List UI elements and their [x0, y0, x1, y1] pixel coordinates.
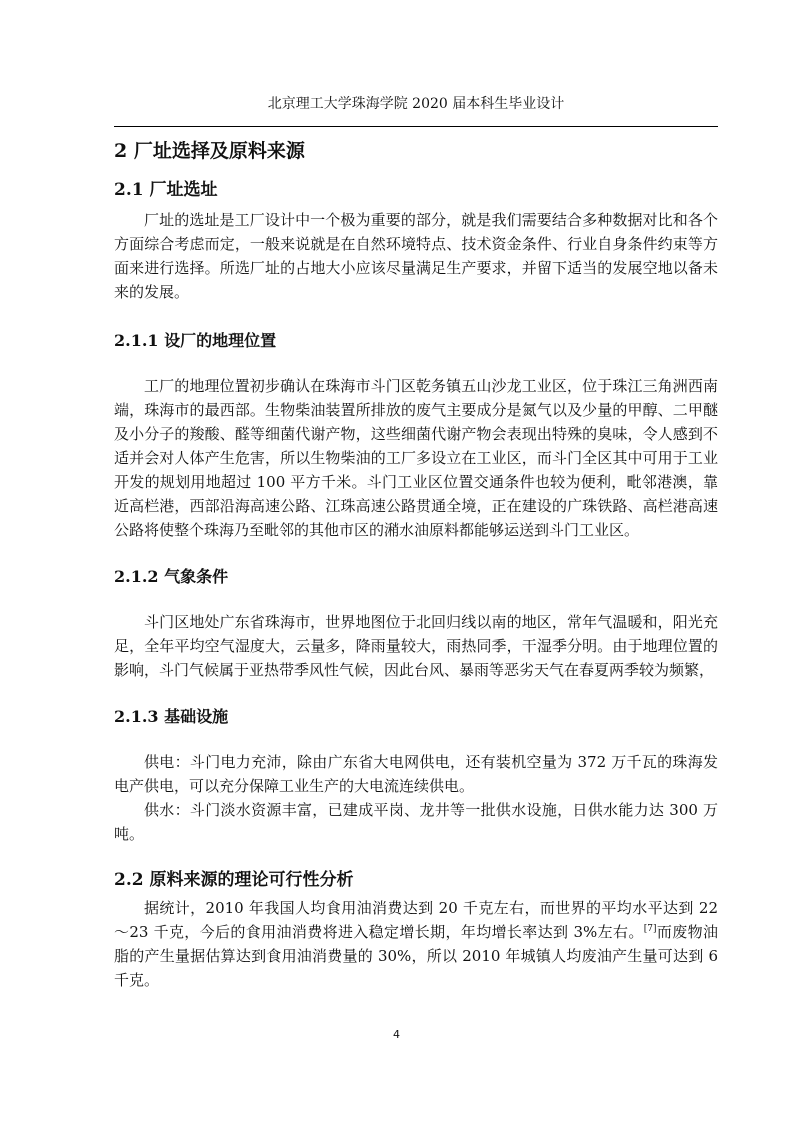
- page-header: 北京理工大学珠海学院 2020 届本科生毕业设计: [267, 96, 565, 112]
- section-heading-2-1: 2.1 厂址选址: [114, 180, 218, 200]
- paragraph-water-supply: 供水：斗门淡水资源丰富，已建成平岗、龙井等一批供水设施，日供水能力达 300 万吨。: [114, 801, 718, 843]
- subsection-heading-2-1-3: 2.1.3 基础设施: [114, 707, 229, 726]
- page-number: 4: [393, 1028, 400, 1041]
- paragraph-climate: 斗门区地处广东省珠海市，世界地图位于北回归线以南的地区，常年气温暖和，阳光充足，全年平均空气湿度大，云量多，降雨量较大，雨热同季，干湿季分明。由于地理位置的影响，斗门气候属于亚热带季风性气候，因此台风、暴雨等恶劣天气在春夏两季较为频繁，: [114, 613, 718, 679]
- subsection-heading-2-1-2: 2.1.2 气象条件: [114, 567, 229, 586]
- paragraph-text-part1: 据统计，2010 年我国人均食用油消费达到 20 千克左右，而世界的平均水平达到 22～23 千克，今后的食用油消费将进入稳定增长期，年均增长率达到 3%左右。: [114, 899, 718, 941]
- paragraph-power-supply: 供电：斗门电力充沛，除由广东省大电网供电，还有装机空量为 372 万千瓦的珠海发电产供电，可以充分保障工业生产的大电流连续供电。: [114, 753, 718, 795]
- header-divider: [114, 126, 718, 127]
- citation-reference: [7]: [643, 924, 657, 934]
- chapter-heading: 2 厂址选择及原料来源: [114, 140, 305, 162]
- paragraph-text-part2: 而废物油脂的产生量据估算达到食用油消费量的 30%，所以 2010 年城镇人均废油产生量可达到 6 千克。: [114, 923, 718, 989]
- paragraph-raw-material-feasibility: [114, 896, 718, 992]
- paragraph-site-selection: 厂址的选址是工厂设计中一个极为重要的部分，就是我们需要结合多种数据对比和各个方面综合考虑而定，一般来说就是在自然环境特点、技术资金条件、行业自身条件约束等方面来进行选择。所选厂址的占地大小应该尽量满足生产要求，并留下适当的发展空地以备未来的发展。: [114, 211, 718, 301]
- section-heading-2-2: 2.2 原料来源的理论可行性分析: [114, 870, 354, 890]
- paragraph-geographic-location: 工厂的地理位置初步确认在珠海市斗门区乾务镇五山沙龙工业区，位于珠江三角洲西南端，珠海市的最西部。生物柴油装置所排放的废气主要成分是氮气以及少量的甲醇、二甲醚及小分子的羧酸、醛等细菌代谢产物，这些细菌代谢产物会表现出特殊的臭味，令人感到不适并会对人体产生危害，所以生物柴油的工厂多设立在工业区，而斗门全区其中可用于工业开发的规划用地超过 100 平方千米。斗门工业区位置交通条件也较为便利，毗邻港澳，靠近高栏港，西部沿海高速公路、江珠高速公路贯通全境，正在建设的广珠铁路、高栏港高速公路将使整个珠海乃至毗邻的其他市区的潲水油原料都能够运送到斗门工业区。: [114, 377, 718, 539]
- subsection-heading-2-1-1: 2.1.1 设厂的地理位置: [114, 331, 277, 350]
- page-content: [114, 138, 718, 992]
